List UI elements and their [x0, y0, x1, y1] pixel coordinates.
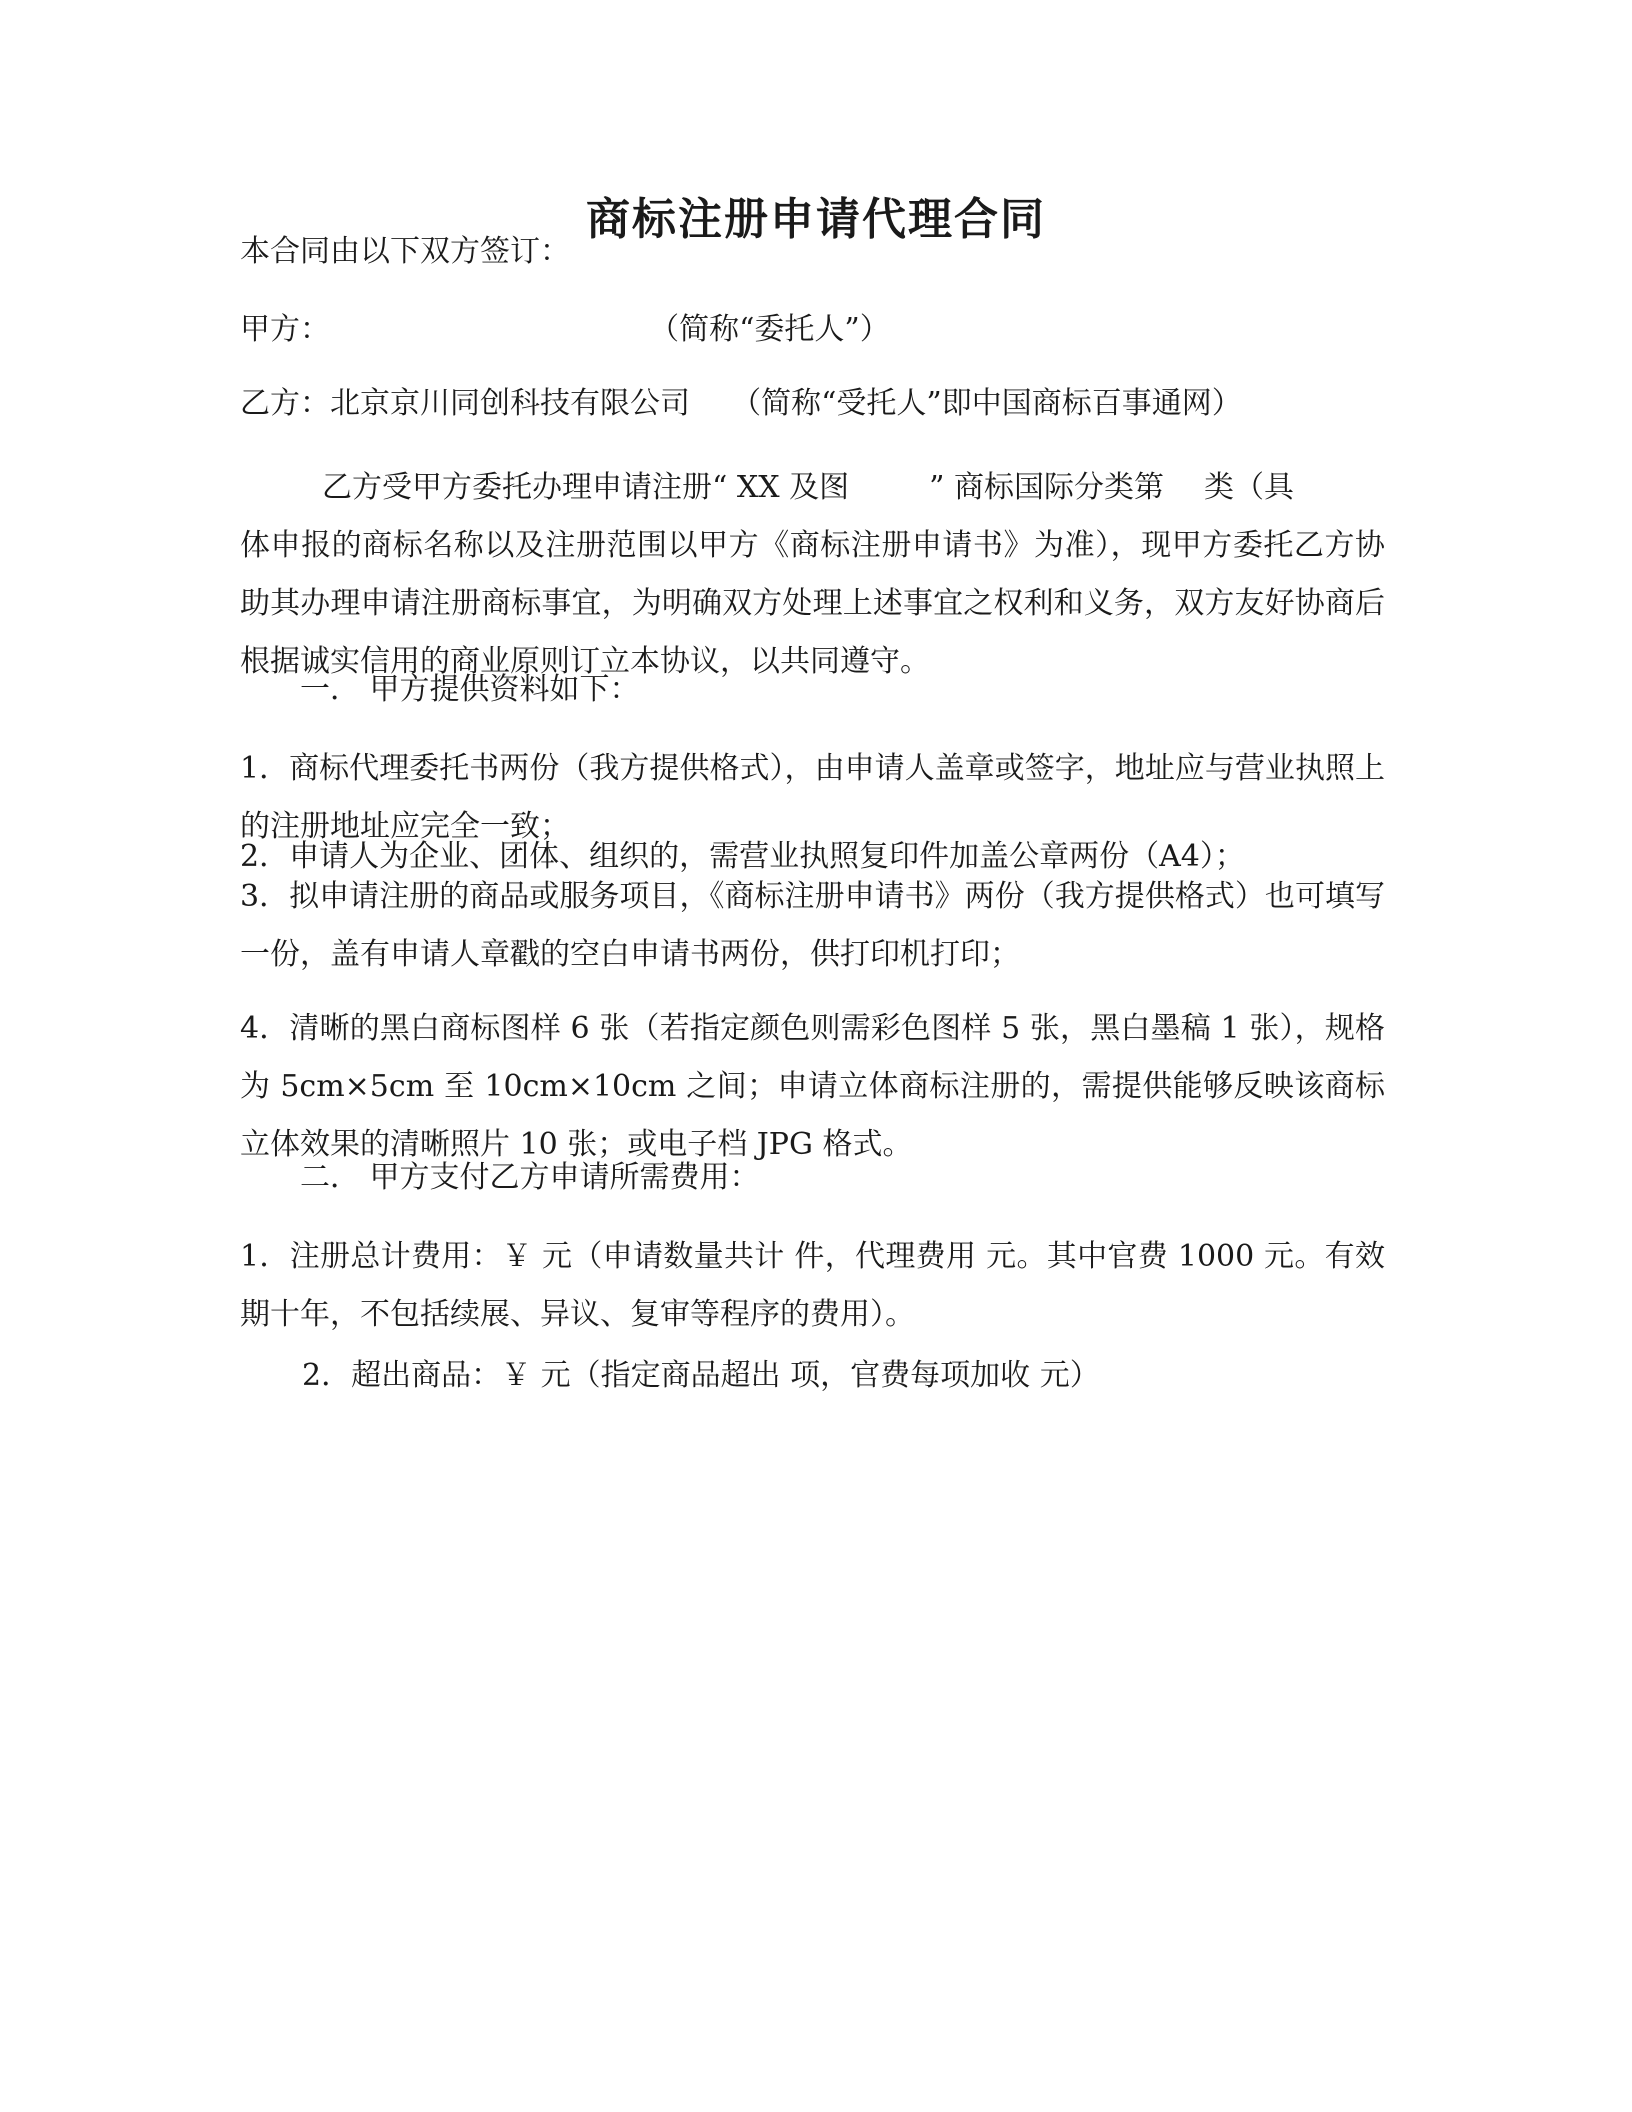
section1-item2-text: 2．申请人为企业、团体、组织的，需营业执照复印件加盖公章两份（A4）；: [240, 839, 1245, 874]
section1-item3: [240, 868, 1385, 984]
preamble-part2: ” 商标国际分类第: [929, 470, 1164, 505]
section1-item1-text: 1．商标代理委托书两份（我方提供格式），由申请人盖章或签字，地址应与营业执照上的注册地址应完全一致；: [240, 751, 1385, 844]
preamble-part3: 类（具: [1204, 470, 1294, 505]
preamble-paragraph: [240, 459, 1385, 691]
section2-item2: 2．超出商品：￥ 元（指定商品超出 项，官费每项加收 元）: [302, 1358, 1100, 1393]
party-a-alias: （简称“委托人”）: [649, 312, 890, 347]
party-a-label: 甲方：: [240, 312, 330, 347]
party-b-alias: （简称“受托人”即中国商标百事通网）: [731, 386, 1242, 421]
section2-heading: 二． 甲方支付乙方申请所需费用：: [300, 1160, 760, 1195]
section1-item3-text: 3．拟申请注册的商品或服务项目，《商标注册申请书》两份（我方提供格式）也可填写一份，盖有申请人章戳的空白申请书两份，供打印机打印；: [240, 879, 1385, 972]
section1-heading: 一． 甲方提供资料如下：: [300, 672, 640, 707]
intro-line: [240, 232, 570, 272]
section2-item1: [240, 1228, 1385, 1344]
intro-text: 本合同由以下双方签订：: [240, 234, 570, 269]
preamble-rest: 体申报的商标名称以及注册范围以甲方《商标注册申请书》为准），现甲方委托乙方协助其办理申请注册商标事宜，为明确双方处理上述事宜之权利和义务，双方友好协商后根据诚实信用的商业原则订立本协议，以共同遵守。: [240, 528, 1385, 679]
party-b-line: [240, 384, 1242, 424]
section1-item4-text: 4．清晰的黑白商标图样 6 张（若指定颜色则需彩色图样 5 张，黑白墨稿 1 张），规格为 5cm×5cm 至 10cm×10cm 之间；申请立体商标注册的，需提供能够反映该商标立体效果的清晰照片 10 张；或电子档 JPG 格式。: [240, 1011, 1385, 1162]
preamble-first-line: [240, 459, 1385, 517]
party-b-label: 乙方：北京京川同创科技有限公司: [240, 386, 690, 421]
section2-item1-text: 1．注册总计费用：￥ 元（申请数量共计 件，代理费用 元。其中官费 1000 元。有效期十年，不包括续展、异议、复审等程序的费用）。: [240, 1239, 1385, 1332]
section1-item4: [240, 1000, 1385, 1174]
preamble-part1: 乙方受甲方委托办理申请注册“ XX 及图: [322, 470, 850, 505]
party-a-line: [240, 310, 890, 350]
page-title: 商标注册申请代理合同: [586, 194, 1046, 245]
